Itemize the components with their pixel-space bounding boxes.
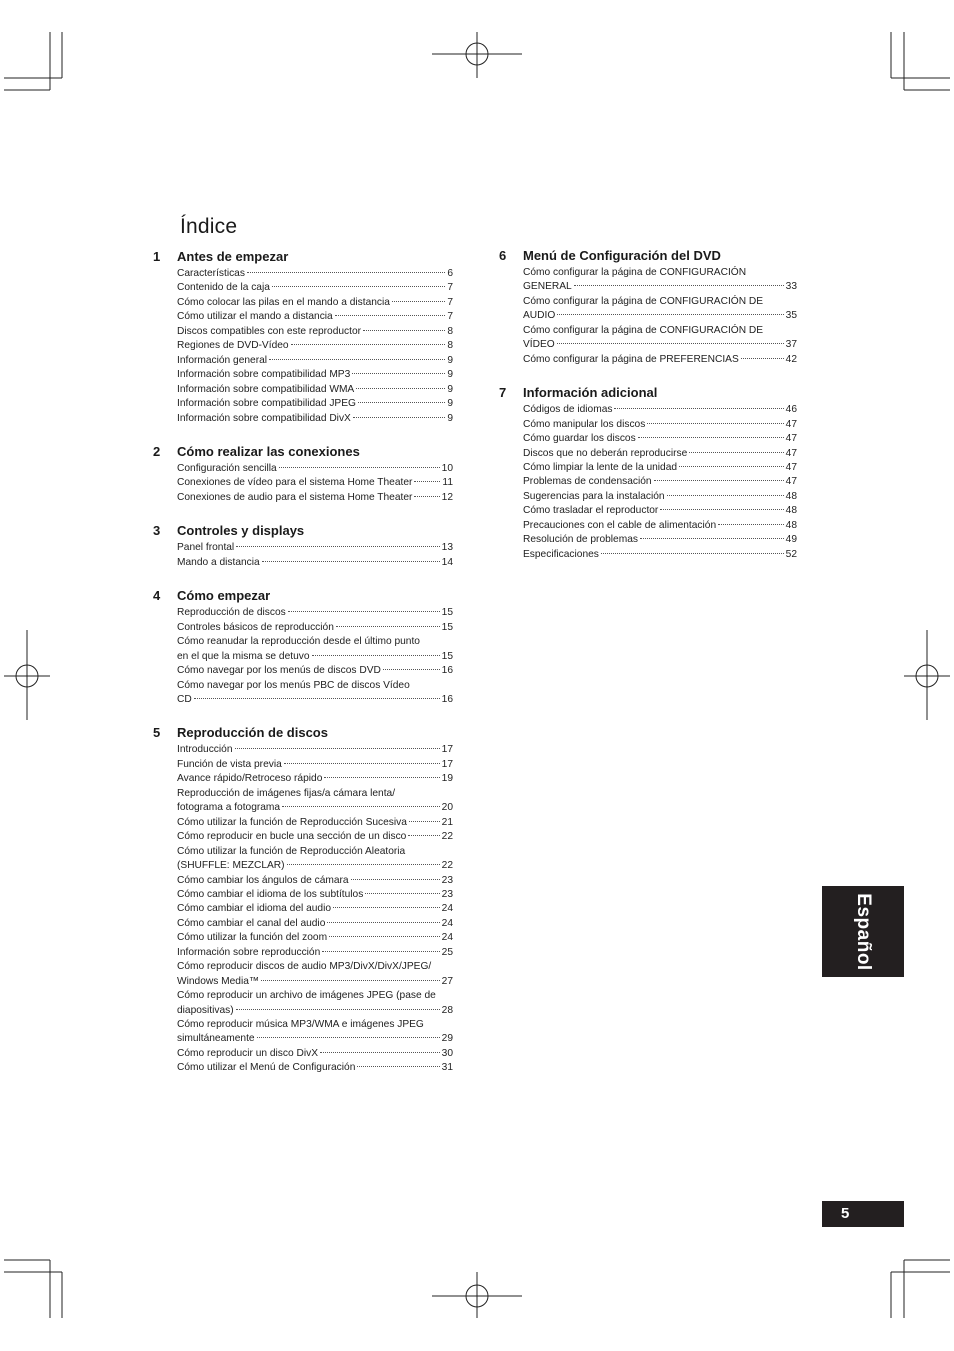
toc-entry-text: Cómo navegar por los menús de discos DVD <box>177 665 381 677</box>
toc-entry-text: Introducción <box>177 744 233 756</box>
toc-entry-page: 10 <box>441 462 453 474</box>
toc-entry-page: 7 <box>447 296 453 308</box>
toc-entry-page: 16 <box>441 693 453 705</box>
toc-entry[interactable] <box>523 403 797 417</box>
toc-entry-page: 21 <box>441 816 453 828</box>
toc-entry[interactable] <box>523 353 797 367</box>
toc-entry[interactable] <box>177 310 453 324</box>
toc-entry-text: fotograma a fotograma <box>177 802 281 814</box>
toc-entry-text: Cómo utilizar el Menú de Configuración <box>177 1062 356 1074</box>
section-title: Controles y displays <box>177 523 305 539</box>
dot-leader <box>358 402 445 403</box>
toc-entry-text: Cómo utilizar el mando a distancia <box>177 311 333 323</box>
section-title: Información adicional <box>523 385 658 401</box>
toc-entry[interactable] <box>177 946 453 960</box>
toc-entry-page: 42 <box>785 353 797 365</box>
toc-entry[interactable] <box>523 447 797 461</box>
section-title: Menú de Configuración del DVD <box>523 248 721 263</box>
dot-leader <box>353 417 445 418</box>
toc-entry-page: 19 <box>441 773 453 785</box>
toc-section <box>153 444 453 505</box>
toc-section <box>499 248 797 367</box>
toc-entry-text: Cómo configurar la página de PREFERENCIAS <box>523 353 739 365</box>
toc-entry[interactable] <box>177 606 453 620</box>
toc-entry-text: Cómo reproducir discos de audio MP3/DivX/DivX/JPEG/ <box>177 961 432 973</box>
section-number: 7 <box>499 385 507 401</box>
toc-entry-text: Precauciones con el cable de alimentación <box>523 519 717 531</box>
toc-entry[interactable] <box>177 339 453 353</box>
dot-leader <box>312 655 440 656</box>
toc-left-column <box>153 249 453 1094</box>
section-title: Cómo empezar <box>177 588 271 604</box>
dot-leader <box>279 467 440 468</box>
toc-entry-page: 47 <box>785 447 797 459</box>
toc-entry-text: GENERAL <box>523 281 572 293</box>
toc-entry-text: Información sobre reproducción <box>177 946 321 958</box>
toc-entry-page: 6 <box>447 268 453 279</box>
toc-entry[interactable] <box>177 556 453 570</box>
toc-entry-page: 48 <box>785 519 797 531</box>
toc-entry-page: 7 <box>447 311 453 323</box>
dot-leader <box>638 437 784 438</box>
dot-leader <box>409 821 440 822</box>
section-heading <box>153 249 453 266</box>
toc-entry-text: Cómo utilizar la función del zoom <box>177 932 328 944</box>
section-title: Reproducción de discos <box>177 725 328 741</box>
dot-leader <box>335 315 446 316</box>
dot-leader <box>414 481 440 482</box>
toc-entry-page: 15 <box>441 621 453 633</box>
dot-leader <box>654 480 784 481</box>
toc-entry[interactable] <box>177 830 453 844</box>
toc-entry-page: 23 <box>441 888 453 900</box>
toc-entry[interactable] <box>177 874 453 888</box>
toc-entry-text: Cómo cambiar el canal del audio <box>177 917 326 929</box>
toc-entry-text: Información sobre compatibilidad JPEG <box>177 398 356 410</box>
dot-leader <box>574 285 784 286</box>
language-tab-label: Español <box>853 892 874 971</box>
toc-entry[interactable] <box>523 504 797 518</box>
toc-entry-page: 12 <box>441 491 453 503</box>
toc-entry-text: diapositivas) <box>177 1004 234 1016</box>
toc-entry-text: Especificaciones <box>523 548 599 560</box>
section-number: 1 <box>153 249 161 264</box>
toc-entry-text: simultáneamente <box>177 1033 255 1045</box>
toc-entry-text: Cómo reproducir un disco DivX <box>177 1047 318 1059</box>
toc-section <box>153 725 453 1075</box>
toc-entry-text: Resolución de problemas <box>523 534 638 546</box>
dot-leader <box>257 1037 440 1038</box>
dot-leader <box>601 553 784 554</box>
dot-leader <box>261 980 440 981</box>
toc-entry-text: Controles básicos de reproducción <box>177 621 334 633</box>
dot-leader <box>333 907 440 908</box>
section-title: Cómo realizar las conexiones <box>177 443 360 459</box>
dot-leader <box>327 922 439 923</box>
toc-entry[interactable] <box>177 664 453 678</box>
toc-entry[interactable] <box>523 432 797 446</box>
toc-entry[interactable] <box>177 267 453 281</box>
toc-entry-page: 13 <box>441 542 453 554</box>
toc-entry[interactable] <box>177 679 453 708</box>
dot-leader <box>236 1009 440 1010</box>
section-heading <box>499 248 797 265</box>
toc-entry[interactable] <box>177 960 453 989</box>
toc-entry[interactable] <box>523 324 797 353</box>
dot-leader <box>356 388 445 389</box>
toc-entry-page: 15 <box>441 607 453 619</box>
toc-entry-text: Cómo configurar la página de CONFIGURACIÓN DE <box>523 295 764 307</box>
toc-entry-page: 9 <box>447 369 453 381</box>
toc-entry-text: Regiones de DVD-Vídeo <box>177 340 289 352</box>
toc-entry-page: 22 <box>441 831 453 843</box>
toc-entry[interactable] <box>177 383 453 397</box>
toc-entry-text: Información sobre compatibilidad MP3 <box>177 369 351 381</box>
toc-entry-text: Conexiones de vídeo para el sistema Home Theater <box>177 477 413 489</box>
dot-leader <box>352 373 445 374</box>
toc-entry-page: 15 <box>441 650 453 662</box>
toc-entry-page: 16 <box>441 665 453 677</box>
toc-entry-page: 8 <box>447 340 453 352</box>
toc-entry-text: Configuración sencilla <box>177 462 277 474</box>
dot-leader <box>557 343 784 344</box>
toc-entry-page: 48 <box>785 505 797 517</box>
page-title: Índice <box>180 215 238 239</box>
toc-entry-text: Función de vista previa <box>177 758 282 770</box>
dot-leader <box>614 408 783 409</box>
toc-entry-text: CD <box>177 693 192 705</box>
toc-entry[interactable] <box>177 491 453 505</box>
toc-entry-page: 25 <box>441 946 453 958</box>
toc-entry-text: Discos compatibles con este reproductor <box>177 325 362 337</box>
dot-leader <box>284 763 440 764</box>
toc-entry-page: 52 <box>785 548 797 560</box>
dot-leader <box>357 1066 439 1067</box>
toc-entry-text: Características <box>177 268 245 279</box>
toc-entry-page: 35 <box>785 310 797 322</box>
toc-entry-page: 29 <box>441 1033 453 1045</box>
toc-entry-text: VÍDEO <box>523 339 555 351</box>
toc-entry-text: Cómo guardar los discos <box>523 433 636 445</box>
toc-entry-page: 9 <box>447 412 453 424</box>
section-number: 2 <box>153 443 161 459</box>
toc-entry-text: AUDIO <box>523 310 556 322</box>
dot-leader <box>363 330 445 331</box>
toc-entry-page: 20 <box>441 802 453 814</box>
toc-entry-page: 24 <box>441 903 453 915</box>
toc-entry-text: Cómo trasladar el reproductor <box>523 505 659 517</box>
toc-entry-text: Conexiones de audio para el sistema Home Theater <box>177 491 413 503</box>
dot-leader <box>392 301 445 302</box>
toc-entry-page: 14 <box>441 556 453 568</box>
toc-entry-text: Cómo cambiar el idioma de los subtítulos <box>177 888 364 900</box>
dot-leader <box>408 835 439 836</box>
toc-entry-text: Reproducción de imágenes fijas/a cámara lenta/ <box>177 787 396 799</box>
toc-entry-text: Problemas de condensación <box>523 476 652 488</box>
toc-entry-text: Reproducción de discos <box>177 607 286 619</box>
toc-entry-text: Información sobre compatibilidad WMA <box>177 383 355 395</box>
toc-entry[interactable] <box>177 462 453 476</box>
toc-entry[interactable] <box>177 989 453 1018</box>
section-heading <box>153 725 453 742</box>
toc-entry[interactable] <box>177 787 453 816</box>
toc-entry-page: 48 <box>785 490 797 502</box>
toc-section <box>153 588 453 707</box>
dot-leader <box>288 611 440 612</box>
toc-entry[interactable] <box>177 621 453 635</box>
toc-entry-page: 47 <box>785 476 797 488</box>
toc-entry-text: Mando a distancia <box>177 556 260 568</box>
toc-entry-text: (SHUFFLE: MEZCLAR) <box>177 860 285 872</box>
toc-entry[interactable] <box>177 845 453 874</box>
toc-entry[interactable] <box>177 476 453 490</box>
toc-entry[interactable] <box>177 325 453 339</box>
dot-leader <box>741 358 784 359</box>
toc-entry-page: 49 <box>785 534 797 546</box>
toc-entry-page: 27 <box>441 975 453 987</box>
dot-leader <box>287 864 440 865</box>
toc-entry-text: Cómo navegar por los menús PBC de discos Vídeo <box>177 679 410 691</box>
toc-entry-page: 30 <box>441 1047 453 1059</box>
toc-entry-text: Cómo reanudar la reproducción desde el último punto <box>177 636 420 648</box>
toc-section <box>153 523 453 570</box>
toc-entry-page: 22 <box>441 860 453 872</box>
toc-entry-page: 31 <box>441 1062 453 1074</box>
section-heading <box>153 523 453 540</box>
toc-entry-page: 28 <box>441 1004 453 1016</box>
toc-entry-page: 24 <box>441 932 453 944</box>
dot-leader <box>336 626 440 627</box>
dot-leader <box>640 538 784 539</box>
language-tab <box>822 886 904 977</box>
toc-entry-page: 47 <box>785 433 797 445</box>
toc-entry[interactable] <box>523 548 797 562</box>
toc-entry-text: Cómo reproducir en bucle una sección de un disco <box>177 831 407 843</box>
toc-entry[interactable] <box>523 418 797 432</box>
section-number: 4 <box>153 588 161 604</box>
toc-section <box>153 249 453 426</box>
toc-entry[interactable] <box>523 461 797 475</box>
dot-leader <box>365 893 439 894</box>
page-number: 5 <box>822 1201 904 1227</box>
toc-entry[interactable] <box>177 397 453 411</box>
dot-leader <box>235 748 440 749</box>
dot-leader <box>269 359 445 360</box>
toc-entry[interactable] <box>177 1061 453 1075</box>
toc-right-column <box>499 248 797 580</box>
toc-entry[interactable] <box>177 888 453 902</box>
dot-leader <box>322 951 439 952</box>
toc-entry[interactable] <box>177 281 453 295</box>
dot-leader <box>679 466 784 467</box>
toc-entry-text: Discos que no deberán reproducirse <box>523 447 688 459</box>
dot-leader <box>383 669 440 670</box>
toc-entry[interactable] <box>177 412 453 426</box>
section-number: 6 <box>499 248 507 263</box>
toc-entry-text: Cómo utilizar la función de Reproducción Aleatoria <box>177 845 406 857</box>
toc-entry-text: Panel frontal <box>177 542 235 554</box>
dot-leader <box>282 806 440 807</box>
toc-entry[interactable] <box>177 635 453 664</box>
toc-entry-text: Códigos de idiomas <box>523 404 613 416</box>
toc-entry-page: 33 <box>785 281 797 293</box>
dot-leader <box>236 546 439 547</box>
toc-entry-text: Cómo configurar la página de CONFIGURACIÓN <box>523 267 747 278</box>
toc-entry[interactable] <box>177 1018 453 1047</box>
toc-entry[interactable] <box>177 368 453 382</box>
toc-entry[interactable] <box>177 743 453 757</box>
toc-entry-page: 8 <box>447 325 453 337</box>
toc-entry[interactable] <box>177 1047 453 1061</box>
section-title: Antes de empezar <box>177 249 289 264</box>
toc-entry-text: en el que la misma se detuvo <box>177 650 310 662</box>
toc-entry-text: Cómo reproducir música MP3/WMA e imágenes JPEG <box>177 1019 424 1031</box>
toc-entry-page: 11 <box>442 477 453 489</box>
dot-leader <box>351 879 440 880</box>
toc-entry-page: 23 <box>441 874 453 886</box>
dot-leader <box>689 452 783 453</box>
toc-entry[interactable] <box>523 490 797 504</box>
dot-leader <box>247 272 445 273</box>
toc-entry-page: 9 <box>447 383 453 395</box>
toc-entry[interactable] <box>177 816 453 830</box>
toc-entry-page: 47 <box>785 418 797 430</box>
dot-leader <box>557 314 783 315</box>
dot-leader <box>329 936 440 937</box>
toc-entry[interactable] <box>177 902 453 916</box>
toc-entry-page: 7 <box>447 282 453 294</box>
toc-entry-page: 46 <box>785 404 797 416</box>
dot-leader <box>194 698 440 699</box>
toc-entry-text: Avance rápido/Retroceso rápido <box>177 773 323 785</box>
toc-entry-text: Información general <box>177 354 268 366</box>
toc-entry-page: 24 <box>441 917 453 929</box>
toc-entry-text: Información sobre compatibilidad DivX <box>177 412 351 424</box>
toc-entry[interactable] <box>177 931 453 945</box>
dot-leader <box>320 1052 440 1053</box>
section-number: 3 <box>153 523 161 539</box>
toc-section <box>499 385 797 562</box>
dot-leader <box>667 495 784 496</box>
toc-entry[interactable] <box>523 533 797 547</box>
toc-entry-page: 17 <box>441 744 453 756</box>
toc-entry-text: Contenido de la caja <box>177 282 270 294</box>
toc-entry[interactable] <box>523 266 797 295</box>
toc-entry-text: Cómo manipular los discos <box>523 418 646 430</box>
toc-entry-text: Cómo colocar las pilas en el mando a distancia <box>177 296 390 308</box>
dot-leader <box>272 286 445 287</box>
toc-entry-text: Cómo utilizar la función de Reproducción Sucesiva <box>177 816 407 828</box>
toc-entry[interactable] <box>523 475 797 489</box>
toc-entry-text: Cómo reproducir un archivo de imágenes JPEG (pase de <box>177 990 436 1002</box>
toc-entry[interactable] <box>177 296 453 310</box>
toc-entry[interactable] <box>177 354 453 368</box>
dot-leader <box>324 777 439 778</box>
dot-leader <box>718 524 784 525</box>
dot-leader <box>647 423 783 424</box>
section-number: 5 <box>153 725 161 741</box>
toc-entry-page: 37 <box>785 339 797 351</box>
toc-entry[interactable] <box>177 541 453 555</box>
toc-entry-text: Sugerencias para la instalación <box>523 490 665 502</box>
section-heading <box>153 588 453 605</box>
toc-entry-page: 17 <box>441 758 453 770</box>
toc-entry[interactable] <box>177 758 453 772</box>
toc-entry-text: Cómo cambiar el idioma del audio <box>177 903 332 915</box>
toc-entry-page: 9 <box>447 398 453 410</box>
toc-entry-page: 47 <box>785 461 797 473</box>
dot-leader <box>262 561 440 562</box>
section-heading <box>499 385 797 402</box>
dot-leader <box>291 344 446 345</box>
toc-entry-text: Cómo configurar la página de CONFIGURACIÓN DE <box>523 324 764 336</box>
section-heading <box>153 444 453 461</box>
toc-entry[interactable] <box>177 917 453 931</box>
toc-entry-text: Cómo cambiar los ángulos de cámara <box>177 874 349 886</box>
toc-entry[interactable] <box>523 295 797 324</box>
dot-leader <box>414 496 439 497</box>
dot-leader <box>660 509 783 510</box>
toc-entry-text: Windows Media™ <box>177 975 260 987</box>
toc-entry-text: Cómo limpiar la lente de la unidad <box>523 461 678 473</box>
toc-entry[interactable] <box>177 772 453 786</box>
toc-entry[interactable] <box>523 519 797 533</box>
toc-entry-page: 9 <box>447 354 453 366</box>
